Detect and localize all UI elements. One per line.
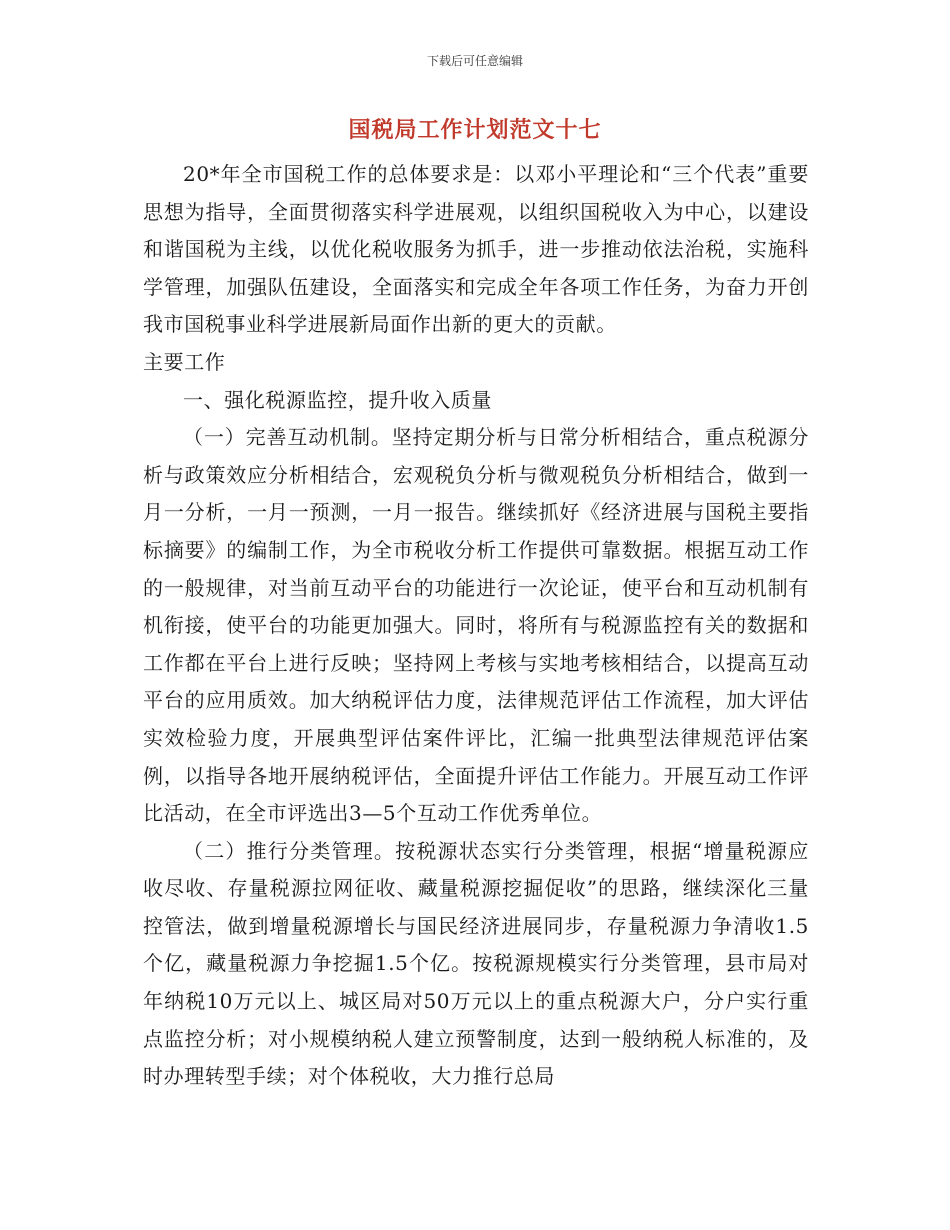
page-header-note: 下载后可任意编辑 (426, 54, 523, 68)
paragraph-classified-management: （二）推行分类管理。按税源状态实行分类管理，根据“增量税源应收尽收、存量税源拉网征收、藏量税源挖掘促收”的思路，继续深化三量控管法，做到增量税源增长与国民经济进展同步，存量税源力争清收1.5个亿，藏量税源力争挖掘1.5个亿。按税源规模实行分类管理，县市局对年纳税10万元以上、城区局对50万元以上的重点税源大户，分户实行重点监控分析；对小规模纳税人建立预警制度，达到一般纳税人标准的，及时办理转型手续；对个体税收，大力推行总局 (143, 838, 809, 1089)
document-title: 国税局工作计划范文十七 (348, 117, 602, 143)
paragraph-main-work-heading: 主要工作 (143, 349, 226, 374)
paragraph-interaction-mechanism: （一）完善互动机制。坚持定期分析与日常分析相结合，重点税源分析与政策效应分析相结合，宏观税负分析与微观税负分析相结合，做到一月一分析，一月一预测，一月一报告。继续抓好《经济进展与国税主要指标摘要》的编制工作，为全市税收分析工作提供可靠数据。根据互动工作的一般规律，对当前互动平台的功能进行一次论证，使平台和互动机制有机衔接，使平台的功能更加强大。同时，将所有与税源监控有关的数据和工作都在平台上进行反映；坚持网上考核与实地考核相结合，以提高互动平台的应用质效。加大纳税评估力度，法律规范评估工作流程，加大评估实效检验力度，开展典型评估案件评比，汇编一批典型法律规范评估案例，以指导各地开展纳税评估，全面提升评估工作能力。开展互动工作评比活动，在全市评选出3—5个互动工作优秀单位。 (143, 425, 809, 826)
paragraph-overview: 20*年全市国税工作的总体要求是：以邓小平理论和“三个代表”重要思想为指导，全面贯彻落实科学进展观，以组织国税收入为中心，以建设和谐国税为主线，以优化税收服务为抓手，进一步推动依法治税，实施科学管理，加强队伍建设，全面落实和完成全年各项工作任务，为奋力开创我市国税事业科学进展新局面作出新的更大的贡献。 (143, 162, 809, 337)
paragraph-section-one-heading: 一、强化税源监控，提升收入质量 (183, 387, 492, 412)
document-body (143, 156, 809, 1096)
